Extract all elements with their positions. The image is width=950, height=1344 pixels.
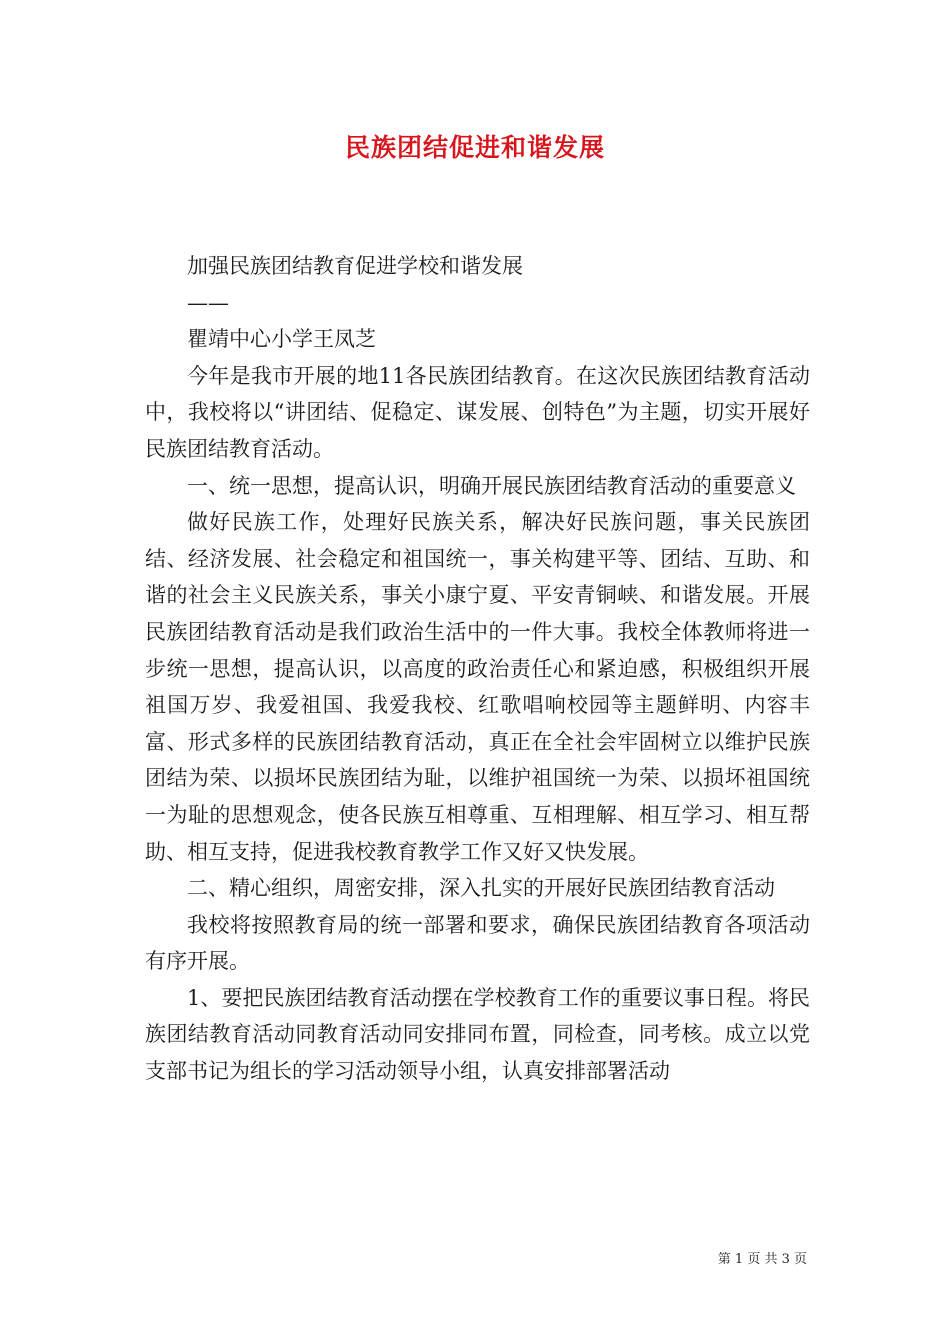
- section-heading-1: 一、统一思想，提高认识，明确开展民族团结教育活动的重要意义: [187, 473, 796, 498]
- section-heading-2: 二、精心组织，周密安排，深入扎实的开展好民族团结教育活动: [187, 876, 775, 901]
- subtitle-line: 加强民族团结教育促进学校和谐发展: [187, 254, 523, 278]
- paragraph-intro: 今年是我市开展的地11各民族团结教育。在这次民族团结教育活动中，我校将以“讲团结、促稳定、谋发展、创特色”为主题，切实开展好民族团结教育活动。: [145, 363, 810, 461]
- subtitle-dash: ——: [187, 290, 229, 315]
- paragraph-1: 做好民族工作，处理好民族关系，解决好民族问题，事关民族团结、经济发展、社会稳定和祖国统一，事关构建平等、团结、互助、和谐的社会主义民族关系，事关小康宁夏、平安青铜峡、和谐发展。开展民族团结教育活动是我们政治生活中的一件大事。我校全体教师将进一步统一思想，提高认识，以高度的政治责任心和紧迫感，积极组织开展祖国万岁、我爱祖国、我爱我校、红歌唱响校园等主题鲜明、内容丰富、形式多样的民族团结教育活动，真正在全社会牢固树立以维护民族团结为荣、以损坏民族团结为耻，以维护祖国统一为荣、以损坏祖国统一为耻的思想观念，使各民族互相尊重、互相理解、相互学习、相互帮助、相互支持，促进我校教育教学工作又好又快发展。: [145, 510, 810, 864]
- document-title: 民族团结促进和谐发展: [344, 133, 605, 162]
- page-footer: 第 1 页 共 3 页: [717, 1252, 807, 1267]
- paragraph-2: 我校将按照教育局的统一部署和要求，确保民族团结教育各项活动有序开展。: [145, 912, 810, 974]
- author-line: 瞿靖中心小学王凤芝: [187, 327, 376, 352]
- document-body: [145, 248, 810, 1090]
- paragraph-3: 1、要把民族团结教育活动摆在学校教育工作的重要议事日程。将民族团结教育活动同教育活动同安排同布置，同检查，同考核。成立以党支部书记为组长的学习活动领导小组，认真安排部署活动: [145, 985, 810, 1084]
